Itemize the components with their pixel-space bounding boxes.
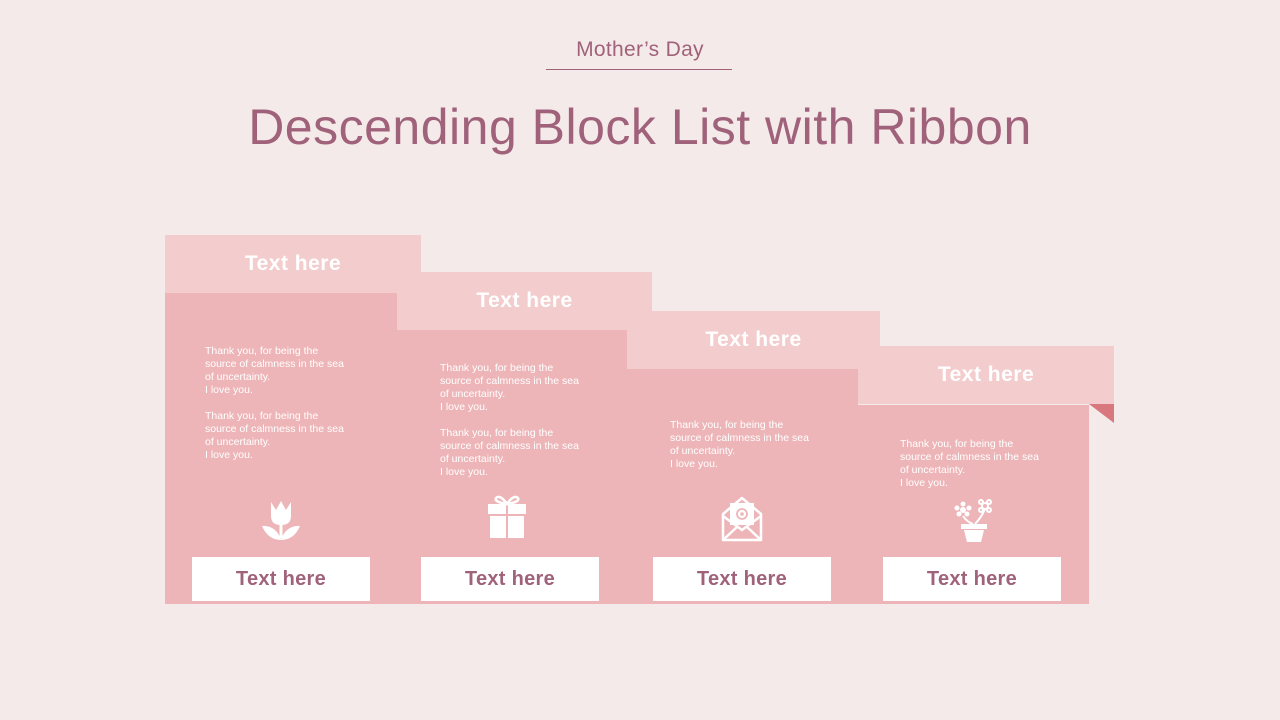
- block-2-description: Thank you, for being the source of calmness in the sea of uncertainty. I love you. Thank you, for being the source of calmness in the sea of uncertainty. I love you.: [440, 362, 579, 478]
- gift-icon: [486, 492, 528, 540]
- block-1-description: Thank you, for being the source of calmness in the sea of uncertainty. I love you. Thank you, for being the source of calmness in the sea of uncertainty. I love you.: [205, 345, 344, 461]
- flower-pot-icon: [953, 496, 995, 544]
- block-4-button-label: Text here: [926, 567, 1018, 590]
- tulip-icon: [260, 496, 302, 544]
- block-1-button[interactable]: [192, 557, 370, 601]
- ribbon-fold-4: [1089, 404, 1114, 423]
- block-3-button[interactable]: [653, 557, 831, 601]
- block-2-button[interactable]: [421, 557, 599, 601]
- block-1-button-label: Text here: [235, 567, 327, 590]
- ribbon-3-label: Text here: [705, 328, 802, 351]
- ribbon-1-label: Text here: [244, 252, 342, 275]
- block-3-description: Thank you, for being the source of calmness in the sea of uncertainty. I love you.: [670, 419, 809, 470]
- subtitle: Mother’s Day: [576, 38, 704, 61]
- mail-icon: [721, 494, 763, 542]
- page-title: Descending Block List with Ribbon: [248, 99, 1032, 155]
- block-4-description: Thank you, for being the source of calmness in the sea of uncertainty. I love you.: [900, 438, 1039, 489]
- ribbon-4-label: Text here: [937, 363, 1035, 386]
- ribbon-1: [165, 235, 421, 293]
- block-3-button-label: Text here: [696, 567, 788, 590]
- ribbon-4: [858, 346, 1114, 404]
- ribbon-2-label: Text here: [476, 289, 573, 312]
- ribbon-2: [397, 272, 652, 330]
- block-2-button-label: Text here: [464, 567, 556, 590]
- subtitle-underline: [546, 69, 732, 70]
- ribbon-3: [627, 311, 880, 369]
- block-4-button[interactable]: [883, 557, 1061, 601]
